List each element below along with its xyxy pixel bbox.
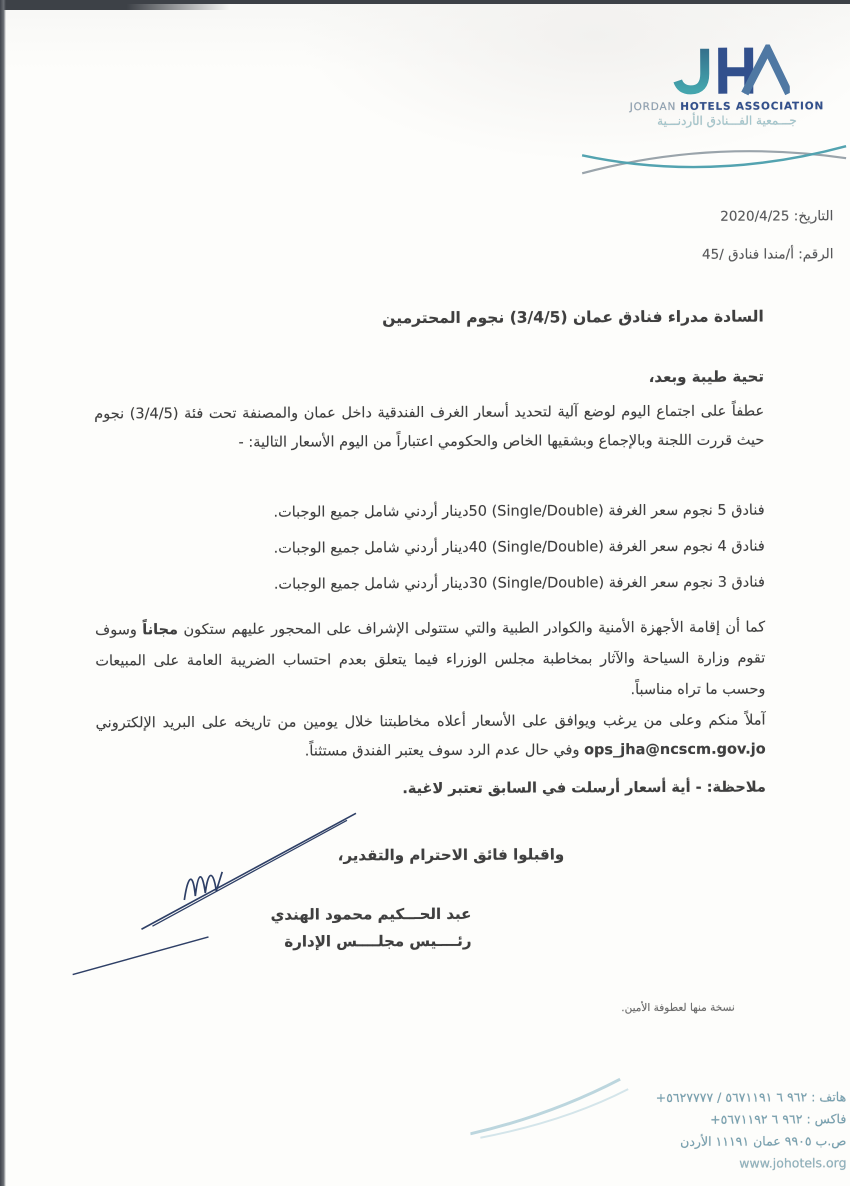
price-list — [95, 493, 765, 604]
signer-title: رئــــيس مجلــــس الإدارة — [284, 931, 472, 951]
greeting-line: تحية طيبة وبعد، — [648, 367, 765, 387]
fax-label: فاكس : — [806, 1111, 847, 1127]
intro-paragraph: عطفاً على اجتماع اليوم لوضع آلية لتحديد أسعار الغرف الفندقية داخل عمان والمصنفة تحت فئة (3/4/5) نجوم حيث قررت اللجنة وبالإجماع وبشقيها الخاص والحكومي اعتباراً من اليوم الأسعار التالية: - — [94, 403, 765, 451]
price-line-5-star: فنادق 5 نجوم سعر الغرفة (Single/Double)‏ 50دينار أردني شامل جميع الوجبات. — [273, 502, 765, 521]
date-line: التاريخ: 2020/4/25 — [720, 208, 834, 225]
org-name-en — [616, 100, 838, 113]
footer-website: www.johotels.org — [739, 1155, 847, 1171]
reply-paragraph-rest: وفي حال عدم الرد سوف يعتبر الفندق مستثناً. — [304, 742, 585, 760]
closing-line: واقبلوا فائق الاحترام والتقدير، — [337, 845, 565, 865]
signer-name: عبد الحـــكيم محمود الهندي — [270, 904, 472, 924]
security-paragraph-rest: وسوف تقوم وزارة السياحة والآثار بمخاطبة مجلس الوزراء فيما يتعلق بعدم احتساب الضريبة العامة على المبيعات وحسب ما تراه مناسباً. — [95, 622, 766, 699]
letterhead-footer — [656, 1086, 847, 1175]
letterhead-swoosh-icon — [580, 136, 848, 181]
signature-scribble-icon — [56, 803, 377, 989]
recipient-line: السادة مدراء فنادق عمان (3/4/5) نجوم المحترمين — [382, 307, 764, 328]
phone-label: هاتف : — [811, 1089, 847, 1105]
reference-line: الرقم: أ/مندا فنادق /45 — [702, 246, 834, 263]
org-name-en-light: JORDAN — [629, 100, 681, 114]
footer-pobox: ص.ب ٩٩٠٥ عمان ١١١٩١ الأردن — [680, 1133, 847, 1149]
footer-fax — [656, 1108, 847, 1131]
security-paragraph — [95, 613, 765, 709]
price-line-4-star: فنادق 4 نجوم سعر الغرفة (Single/Double)‏ 40دينار أردني شامل جميع الوجبات. — [273, 538, 765, 557]
note-line: ملاحظة: - أية أسعار أرسلت في السابق تعتبر لاغية. — [402, 779, 766, 798]
free-of-charge-word: مجاناً — [142, 622, 179, 639]
reply-paragraph-text: آملاً منكم وعلى من يرغب ويوافق على الأسعار أعلاه مخاطبتنا خلال يومين من تاريخه على البريد الإلكتروني — [95, 712, 766, 732]
footer-phone — [656, 1086, 847, 1109]
letterhead — [616, 44, 838, 128]
phone-number: +٩٦٢ ٦ ٥٦٧١١٩١ / ٥٦٢٧٧٧٧ — [655, 1089, 808, 1105]
fax-number: +٩٦٢ ٦ ٥٦٧١١٩٢ — [710, 1111, 803, 1127]
org-name-ar: جـــمعية الفـــنادق الأردنـــية — [657, 113, 797, 128]
price-line-3-star: فنادق 3 نجوم سعر الغرفة (Single/Double)‏ 30دينار أردني شامل جميع الوجبات. — [273, 574, 765, 593]
org-name-en-bold: HOTELS ASSOCIATION — [680, 100, 825, 113]
footer-swoosh-icon — [470, 1073, 630, 1144]
reply-paragraph — [96, 707, 766, 768]
signature-block — [271, 901, 472, 956]
security-paragraph-text: كما أن إقامة الأجهزة الأمنية والكوادر الطبية والتي ستتولى الإشراف على المحجور عليهم ستكون — [177, 619, 766, 639]
jha-logo-icon — [664, 44, 789, 97]
email-address: ops_jha@ncscm.gov.jo — [584, 741, 766, 759]
copy-to-line: نسخة منها لعطوفة الأمين. — [621, 1001, 735, 1015]
